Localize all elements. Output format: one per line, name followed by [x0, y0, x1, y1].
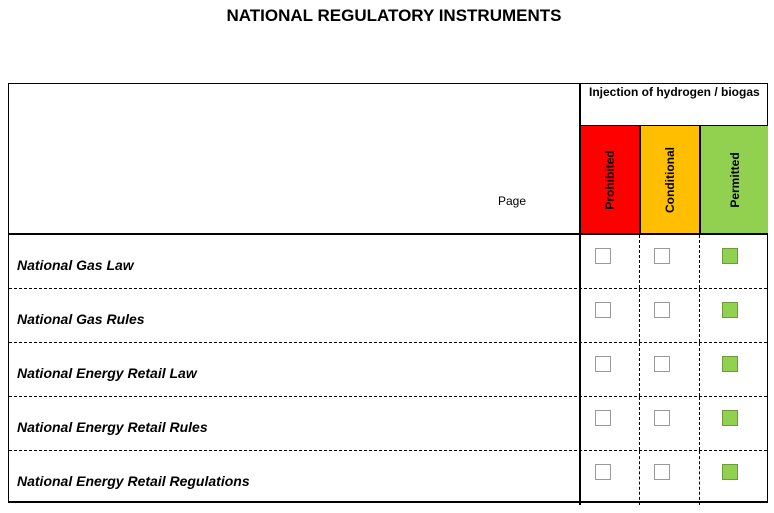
permitted-label: Permitted	[727, 151, 742, 208]
conditional-cell	[639, 235, 699, 288]
table-row	[9, 451, 767, 505]
prohibited-cell	[579, 235, 639, 288]
table-row	[9, 397, 767, 451]
prohibited-checkbox[interactable]	[595, 356, 611, 372]
prohibited-cell	[579, 451, 639, 505]
prohibited-checkbox[interactable]	[595, 302, 611, 318]
permitted-checkbox[interactable]	[722, 248, 738, 264]
permitted-column-header	[699, 126, 768, 235]
conditional-checkbox[interactable]	[654, 302, 670, 318]
prohibited-checkbox[interactable]	[595, 464, 611, 480]
permitted-cell	[699, 343, 767, 396]
prohibited-cell	[579, 343, 639, 396]
conditional-checkbox[interactable]	[654, 248, 670, 264]
conditional-checkbox[interactable]	[654, 464, 670, 480]
permitted-checkbox[interactable]	[722, 464, 738, 480]
table-row	[9, 289, 767, 343]
instrument-name: National Gas Rules	[17, 311, 145, 327]
table-row	[9, 343, 767, 397]
permitted-cell	[699, 397, 767, 450]
prohibited-checkbox[interactable]	[595, 410, 611, 426]
prohibited-cell	[579, 289, 639, 342]
header-left-cell	[9, 84, 579, 235]
instrument-name: National Energy Retail Regulations	[17, 473, 250, 489]
prohibited-label: Prohibited	[603, 149, 617, 210]
permitted-cell	[699, 289, 767, 342]
conditional-checkbox[interactable]	[654, 410, 670, 426]
permitted-cell	[699, 451, 767, 505]
permitted-checkbox[interactable]	[722, 410, 738, 426]
instrument-name: National Energy Retail Rules	[17, 419, 208, 435]
table-row	[9, 235, 767, 289]
conditional-cell	[639, 451, 699, 505]
page-title: NATIONAL REGULATORY INSTRUMENTS	[226, 6, 562, 25]
permitted-checkbox[interactable]	[722, 356, 738, 372]
prohibited-cell	[579, 397, 639, 450]
conditional-checkbox[interactable]	[654, 356, 670, 372]
instrument-name: National Gas Law	[17, 257, 134, 273]
permitted-checkbox[interactable]	[722, 302, 738, 318]
conditional-cell	[639, 289, 699, 342]
instrument-name: National Energy Retail Law	[17, 365, 197, 381]
prohibited-column-header	[579, 126, 639, 235]
page-column-label: Page	[498, 194, 527, 208]
conditional-label: Conditional	[663, 146, 677, 213]
regulatory-table	[8, 83, 768, 503]
conditional-cell	[639, 397, 699, 450]
injection-group-header: Injection of hydrogen / biogas	[579, 84, 768, 126]
permitted-cell	[699, 235, 767, 288]
conditional-cell	[639, 343, 699, 396]
conditional-column-header	[639, 126, 699, 235]
prohibited-checkbox[interactable]	[595, 248, 611, 264]
